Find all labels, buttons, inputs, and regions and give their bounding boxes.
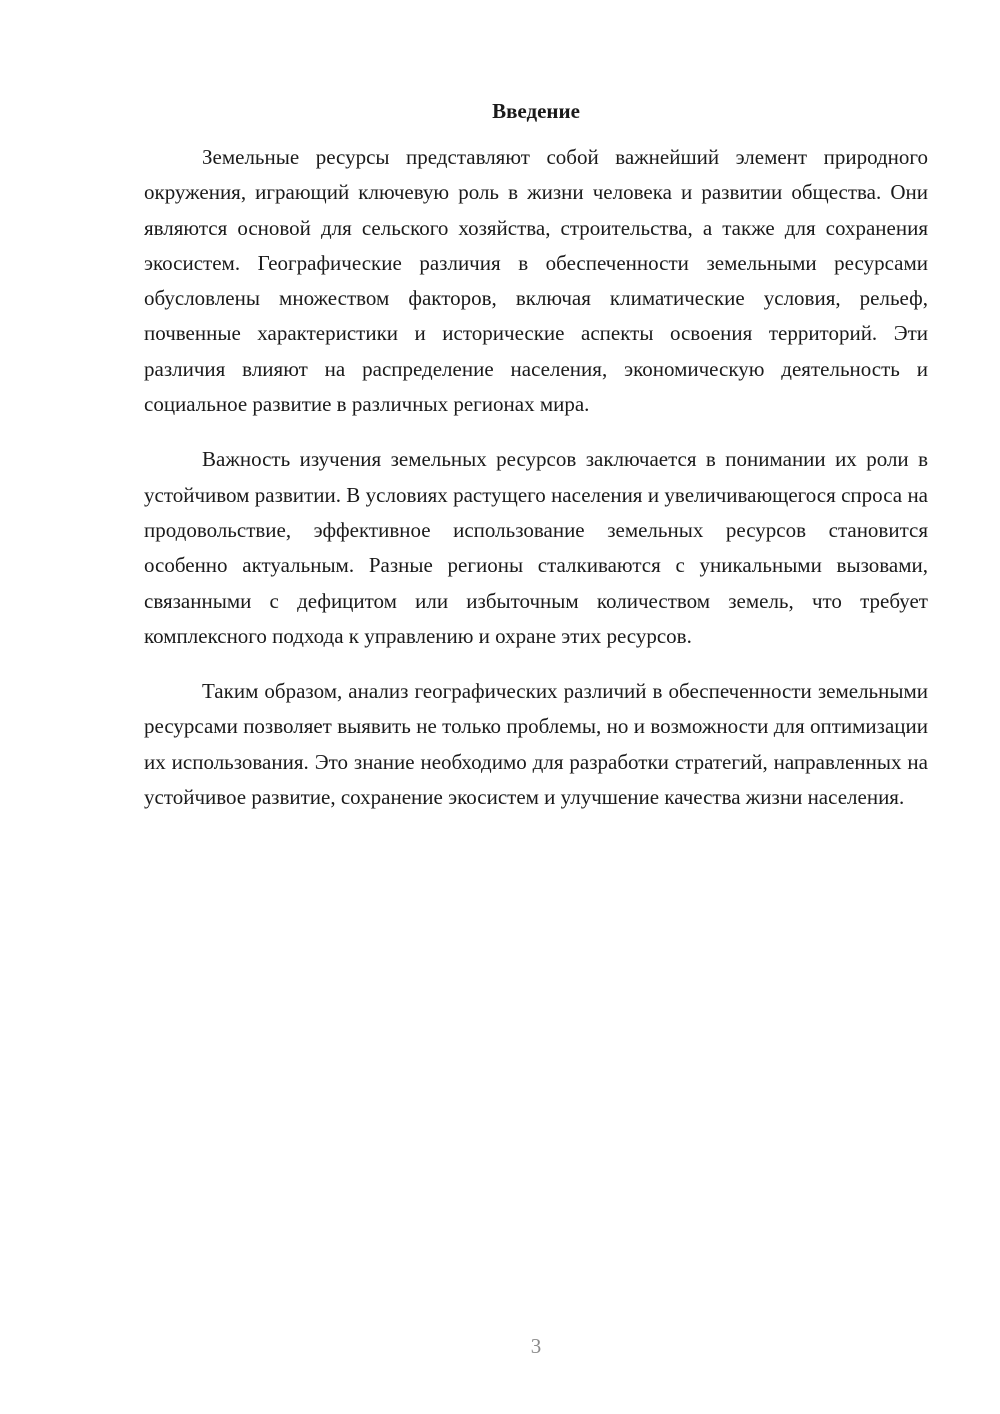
page-content [144, 96, 928, 815]
paragraph-1: Земельные ресурсы представляют собой важнейший элемент природного окружения, играющий ключевую роль в жизни человека и развитии общества. Они являются основой для сельского хозяйства, строительства, а также для сохранения экосистем. Географические различия в обеспеченности земельными ресурсами обусловлены множеством факторов, включая климатические условия, рельеф, почвенные характеристики и исторические аспекты освоения территорий. Эти различия влияют на распределение населения, экономическую деятельность и социальное развитие в различных регионах мира. [144, 145, 928, 417]
paragraph-3: Таким образом, анализ географических различий в обеспеченности земельными ресурсами позволяет выявить не только проблемы, но и возможности для оптимизации их использования. Это знание необходимо для разработки стратегий, направленных на устойчивое развитие, сохранение экосистем и улучшение качества жизни населения. [144, 679, 928, 810]
page-number: 3 [530, 1334, 542, 1358]
paragraph-2: Важность изучения земельных ресурсов заключается в понимании их роли в устойчивом развитии. В условиях растущего населения и увеличивающегося спроса на продовольствие, эффективное использование земельных ресурсов становится особенно актуальным. Разные регионы сталкиваются с уникальными вызовами, связанными с дефицитом или избыточным количеством земель, что требует комплексного подхода к управлению и охране этих ресурсов. [144, 447, 928, 648]
section-title: Введение [492, 99, 580, 123]
